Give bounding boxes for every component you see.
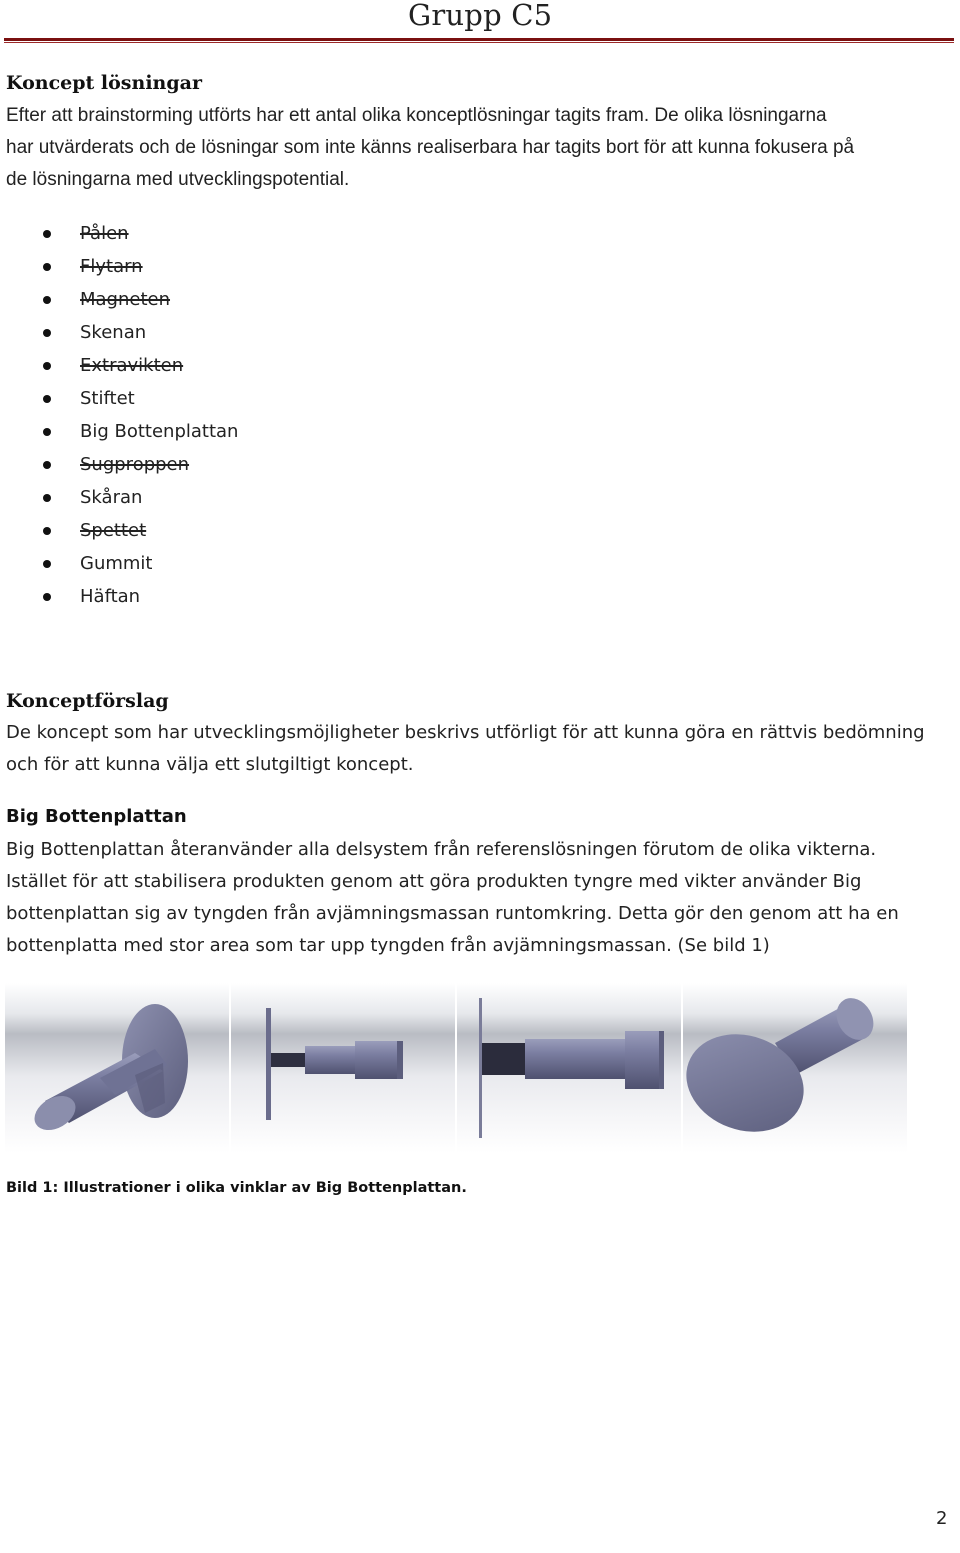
list-item-label: Sugproppen bbox=[80, 454, 190, 475]
paragraph-line: Big Bottenplattan återanvänder alla delsystem från referenslösningen förutom de olika vikterna. bbox=[6, 839, 877, 860]
list-item bbox=[40, 547, 238, 580]
bullet-icon bbox=[43, 494, 51, 502]
bullet-icon bbox=[43, 230, 51, 238]
list-item bbox=[40, 448, 238, 481]
header-rule bbox=[4, 38, 954, 41]
paragraph-line: De koncept som har utvecklingsmöjligheter beskrivs utförligt för att kunna göra en rättvis bedömning bbox=[6, 722, 925, 743]
list-item-label: Häftan bbox=[80, 586, 141, 607]
list-item-label: Magneten bbox=[80, 289, 171, 310]
bullet-icon bbox=[43, 263, 51, 271]
bullet-icon bbox=[43, 593, 51, 601]
list-item-label: Stiftet bbox=[80, 388, 135, 409]
list-item-label: Gummit bbox=[80, 553, 153, 574]
bullet-icon bbox=[43, 296, 51, 304]
paragraph-line: har utvärderats och de lösningar som inte känns realiserbara har tagits bort för att kunna fokusera på bbox=[6, 137, 855, 158]
header-rule-thin bbox=[4, 42, 954, 43]
list-item-label: Skenan bbox=[80, 322, 147, 343]
list-item-label: Pålen bbox=[80, 223, 129, 244]
paragraph-line: bottenplatta med stor area som tar upp tyngden från avjämningsmassan. (Se bild 1) bbox=[6, 935, 770, 956]
cad-view-4 bbox=[673, 983, 907, 1153]
section-heading-koncept-losningar: Koncept lösningar bbox=[6, 72, 202, 94]
list-item bbox=[40, 349, 238, 382]
list-item bbox=[40, 580, 238, 613]
page-header-title: Grupp C5 bbox=[408, 0, 553, 32]
bullet-icon bbox=[43, 527, 51, 535]
list-item bbox=[40, 250, 238, 283]
bullet-icon bbox=[43, 428, 51, 436]
list-item-label: Flytarn bbox=[80, 256, 143, 277]
paragraph-line: bottenplattan sig av tyngden från avjämningsmassan runtomkring. Detta gör den genom att ha en bbox=[6, 903, 899, 924]
figure-caption: Bild 1: Illustrationer i olika vinklar av Big Bottenplattan. bbox=[6, 1180, 467, 1196]
list-item bbox=[40, 217, 238, 250]
list-item bbox=[40, 316, 238, 349]
list-item bbox=[40, 481, 238, 514]
bullet-icon bbox=[43, 560, 51, 568]
paragraph-line: de lösningarna med utvecklingspotential. bbox=[6, 169, 350, 190]
paragraph-line: Istället för att stabilisera produkten genom att göra produkten tyngre med vikter använder Big bbox=[6, 871, 862, 892]
list-item-label: Skåran bbox=[80, 487, 143, 508]
konceptforslag-paragraph bbox=[6, 717, 956, 781]
bullet-icon bbox=[43, 395, 51, 403]
list-item-label: Big Bottenplattan bbox=[80, 421, 239, 442]
concept-list bbox=[40, 217, 238, 613]
subheading-big-bottenplattan: Big Bottenplattan bbox=[6, 806, 187, 827]
big-bottenplattan-paragraph bbox=[6, 834, 956, 962]
page-number: 2 bbox=[936, 1508, 948, 1529]
cad-illustrations-figure bbox=[5, 983, 907, 1153]
bullet-icon bbox=[43, 461, 51, 469]
paragraph-line: och för att kunna välja ett slutgiltigt koncept. bbox=[6, 754, 414, 775]
list-item bbox=[40, 283, 238, 316]
section-heading-konceptforslag: Konceptförslag bbox=[6, 690, 169, 712]
list-item-label: Extravikten bbox=[80, 355, 184, 376]
list-item-label: Spettet bbox=[80, 520, 147, 541]
intro-paragraph bbox=[6, 100, 956, 196]
list-item bbox=[40, 382, 238, 415]
bullet-icon bbox=[43, 329, 51, 337]
list-item bbox=[40, 415, 238, 448]
bullet-icon bbox=[43, 362, 51, 370]
list-item bbox=[40, 514, 238, 547]
cad-view-1 bbox=[5, 983, 229, 1153]
cad-view-2 bbox=[231, 983, 456, 1153]
cad-view-3 bbox=[457, 983, 681, 1153]
paragraph-line: Efter att brainstorming utförts har ett antal olika konceptlösningar tagits fram. De olika lösningarna bbox=[6, 105, 827, 126]
